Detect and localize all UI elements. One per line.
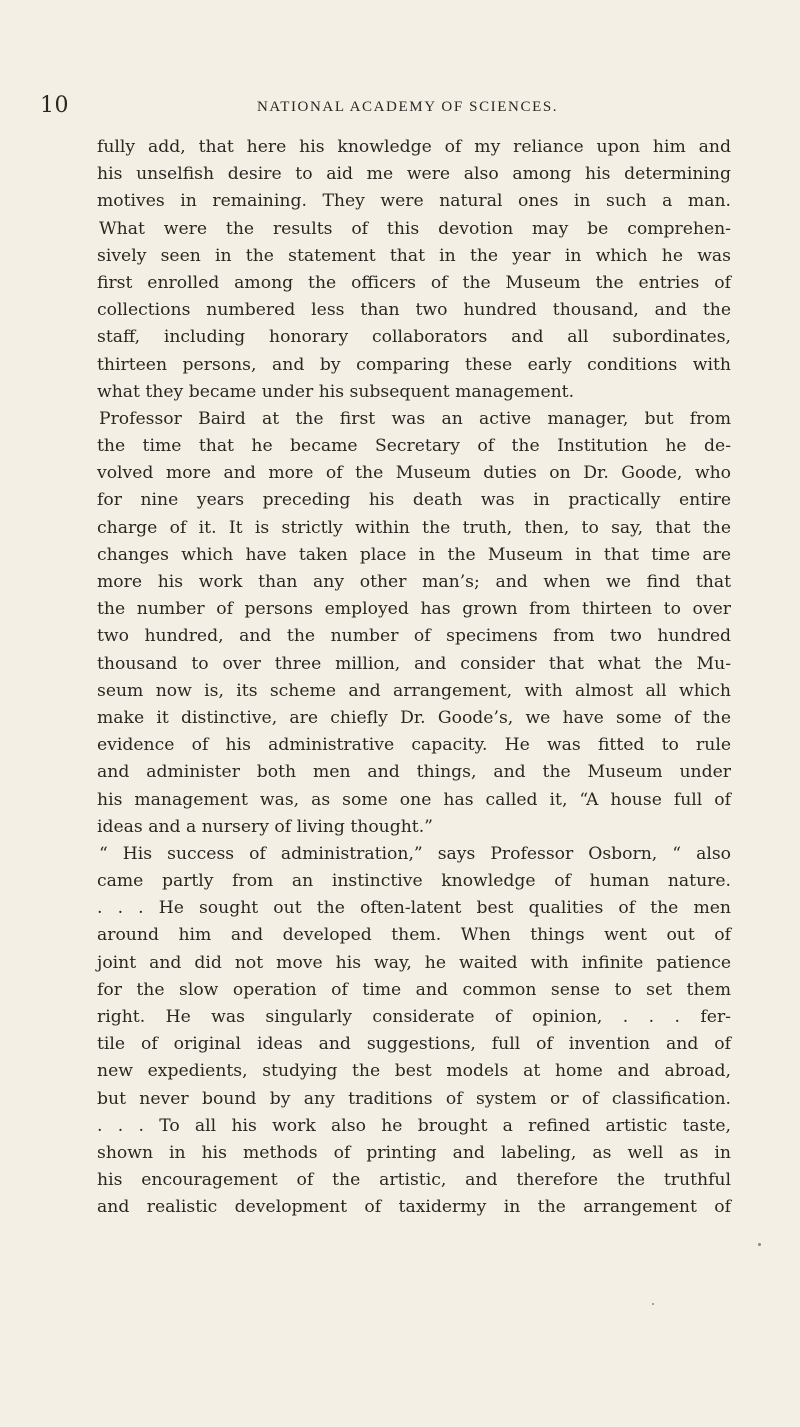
text-line: for the slow operation of time and common sense to set them	[97, 979, 731, 1000]
text-line: what they became under his subsequent management.	[97, 381, 575, 402]
text-line: staff, including honorary collaborators and all subordinates,	[97, 327, 731, 348]
text-line: make it distinctive, are chiefly Dr. Goode’s, we have some of the	[97, 707, 731, 728]
text-line: around him and developed them. When things went out of	[97, 925, 731, 946]
text-line: evidence of his administrative capacity. He was fitted to rule	[97, 735, 731, 756]
text-line: joint and did not move his way, he waited with infinite patience	[97, 952, 731, 973]
text-line: changes which have taken place in the Museum in that time are	[97, 544, 731, 565]
text-line: his encouragement of the artistic, and therefore the truthful	[97, 1170, 731, 1191]
page-number: 10	[40, 93, 69, 118]
text-line: and realistic development of taxidermy in the arrangement of	[97, 1197, 731, 1218]
text-line: . . . He sought out the often-latent best qualities of the men	[97, 898, 731, 919]
text-line: for nine years preceding his death was in practically entire	[97, 490, 731, 511]
text-line: but never bound by any traditions of system or of classification.	[97, 1088, 731, 1109]
text-line: fully add, that here his knowledge of my reliance upon him and	[97, 137, 731, 157]
text-line: the time that he became Secretary of the Institution he de-	[97, 436, 731, 457]
text-line: first enrolled among the officers of the Museum the entries of	[97, 272, 731, 293]
text-line: his unselfish desire to aid me were also among his determining	[97, 164, 731, 185]
text-line: thousand to over three million, and consider that what the Mu-	[97, 653, 731, 674]
text-line: volved more and more of the Museum duties on Dr. Goode, who	[97, 463, 731, 484]
text-line: new expedients, studying the best models at home and abroad,	[97, 1061, 731, 1082]
paper-speck	[652, 1303, 654, 1305]
text-line: his management was, as some one has called it, “A house full of	[97, 789, 731, 810]
text-line: charge of it. It is strictly within the truth, then, to say, that the	[97, 517, 731, 538]
text-line: shown in his methods of printing and labeling, as well as in	[97, 1142, 731, 1163]
text-line: Professor Baird at the first was an active manager, but from	[99, 408, 731, 429]
text-line: more his work than any other man’s; and when we find that	[97, 572, 731, 592]
text-line: two hundred, and the number of specimens from two hundred	[97, 626, 731, 647]
body-text	[97, 134, 731, 1222]
text-line: right. He was singularly considerate of opinion, . . . fer-	[97, 1007, 731, 1027]
text-line: What were the results of this devotion may be comprehen-	[99, 218, 731, 239]
text-line: . . . To all his work also he brought a refined artistic taste,	[97, 1115, 731, 1136]
text-line: tile of original ideas and suggestions, full of invention and of	[97, 1034, 731, 1055]
text-line: the number of persons employed has grown from thirteen to over	[97, 599, 731, 620]
text-line: and administer both men and things, and the Museum under	[97, 762, 731, 783]
text-line: motives in remaining. They were natural ones in such a man.	[97, 191, 731, 212]
text-line: thirteen persons, and by comparing these early conditions with	[97, 354, 731, 375]
running-header	[40, 93, 760, 123]
paper-speck	[758, 1243, 761, 1246]
running-title: NATIONAL ACADEMY OF SCIENCES.	[257, 99, 559, 115]
text-line: ideas and a nursery of living thought.”	[97, 816, 433, 837]
text-line: collections numbered less than two hundred thousand, and the	[97, 300, 731, 321]
text-line: came partly from an instinctive knowledge of human nature.	[97, 871, 731, 892]
text-line: “ His success of administration,” says Professor Osborn, “ also	[99, 843, 731, 864]
text-line: sively seen in the statement that in the year in which he was	[97, 245, 731, 266]
text-line: seum now is, its scheme and arrangement, with almost all which	[97, 680, 731, 701]
